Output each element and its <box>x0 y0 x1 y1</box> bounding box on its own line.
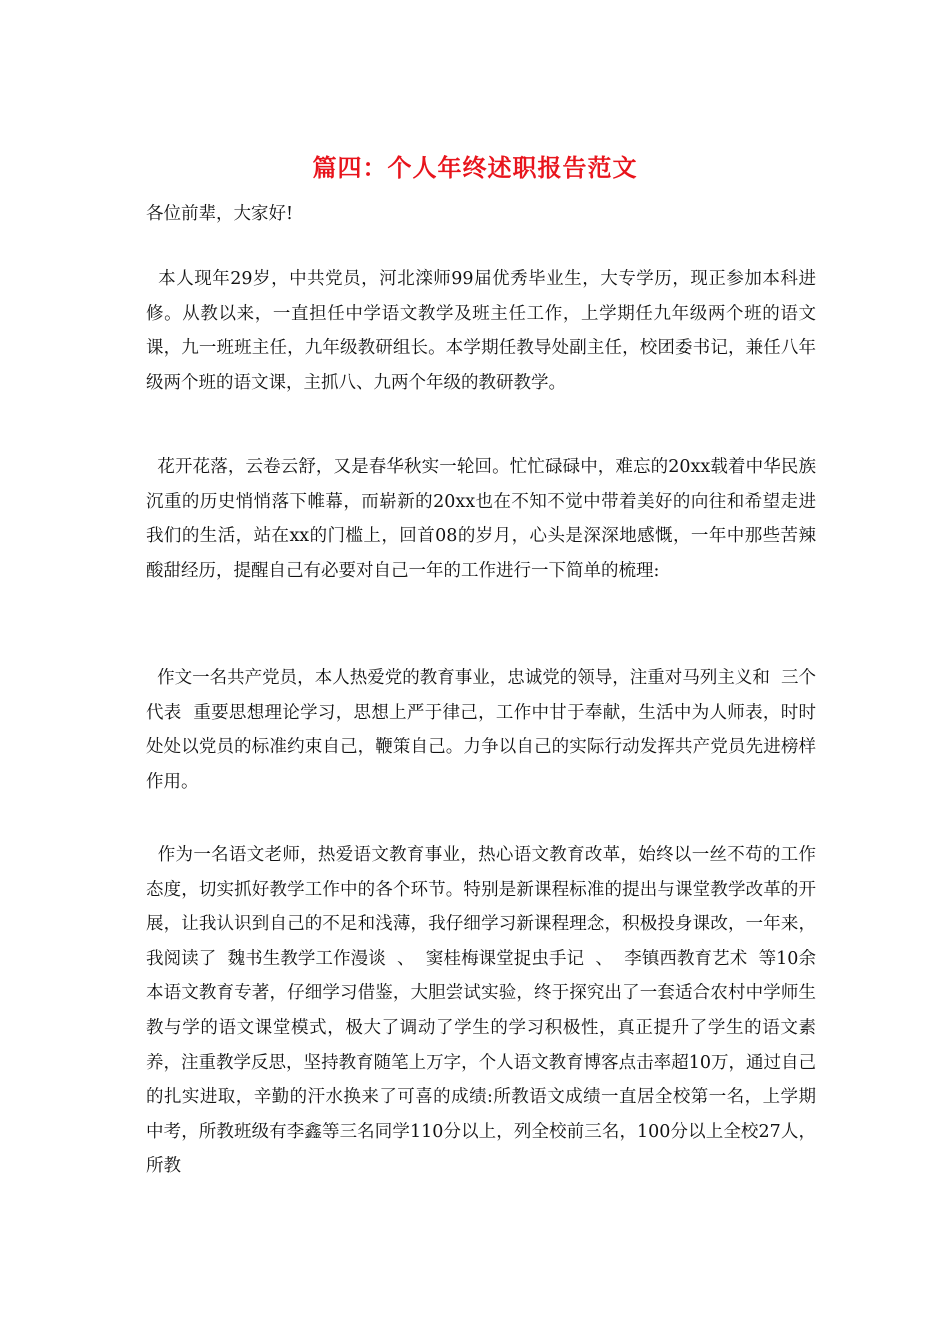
greeting-line: 各位前辈，大家好! <box>146 204 294 224</box>
paragraph-1: 本人现年29岁，中共党员，河北滦师99届优秀毕业生，大专学历，现正参加本科进修。从教以来，一直担任中学语文教学及班主任工作，上学期任九年级两个班的语文课，九一班班主任，九年级教研组长。本学期任教导处副主任，校团委书记，兼任八年级两个班的语文课，主抓八、九两个年级的教研教学。 <box>146 269 816 393</box>
paragraph-2: 花开花落，云卷云舒，又是春华秋实一轮回。忙忙碌碌中，难忘的20xx载着中华民族沉重的历史悄悄落下帷幕，而崭新的20xx也在不知不觉中带着美好的向往和希望走进我们的生活，站在xx的门槛上，回首08的岁月，心头是深深地感慨，一年中那些苦辣酸甜经历，提醒自己有必要对自己一年的工作进行一下简单的梳理: <box>146 457 816 581</box>
paragraph-4: 作为一名语文老师，热爱语文教育事业，热心语文教育改革，始终以一丝不苟的工作态度，切实抓好教学工作中的各个环节。特别是新课程标准的提出与课堂教学改革的开展，让我认识到自己的不足和浅薄，我仔细学习新课程理念，积极投身课改，一年来，我阅读了 魏书生教学工作漫谈 、 窦桂梅课堂捉虫手记 、 李镇西教育艺术 等10余本语文教育专著，仔细学习借鉴，大胆尝试实验，终于探究出了一套适合农村中学师生教与学的语文课堂模式，极大了调动了学生的学习积极性，真正提升了学生的语文素养，注重教学反思，坚持教育随笔上万字，个人语文教育博客点击率超10万，通过自己的扎实进取，辛勤的汗水换来了可喜的成绩:所教语文成绩一直居全校第一名，上学期中考，所教班级有李鑫等三名同学110分以上，列全校前三名，100分以上全校27人，所教 <box>146 845 816 1177</box>
document-title: 篇四：个人年终述职报告范文 <box>312 153 638 182</box>
paragraph-3: 作文一名共产党员，本人热爱党的教育事业，忠诚党的领导，注重对马列主义和 三个代表 重要思想理论学习，思想上严于律己，工作中甘于奉献，生活中为人师表，时时处处以党员的标准约束自己，鞭策自己。力争以自己的实际行动发挥共产党员先进榜样作用。 <box>146 668 816 792</box>
